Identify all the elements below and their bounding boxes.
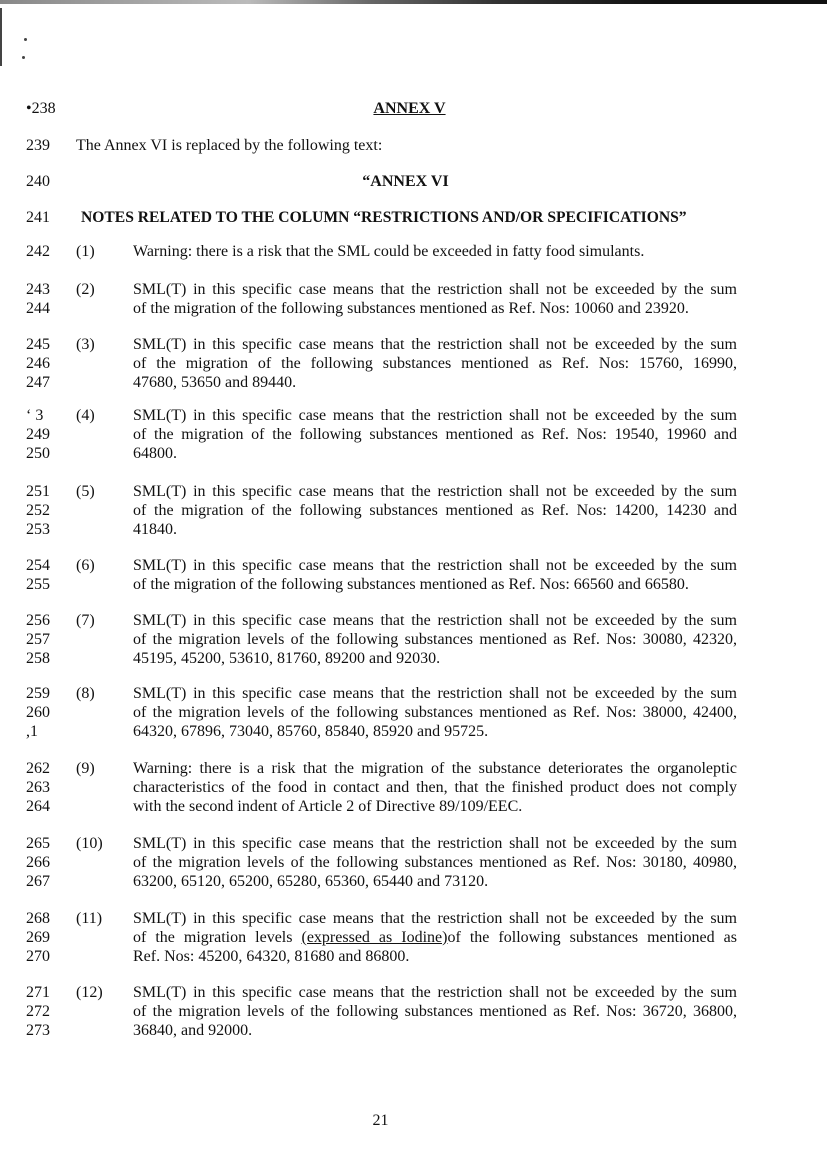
note-text [133,280,737,318]
scan-speck [22,56,25,59]
scan-speck [24,38,27,41]
line-number: 268 [26,910,50,927]
note-text [133,909,737,966]
note-label: (1) [76,243,95,260]
note-text-line: 64800. [133,445,177,462]
note-label: (2) [76,281,95,298]
note-text-line: 63200, 65120, 65200, 65280, 65360, 65440 and 73120. [133,873,489,890]
note-text-line: Warning: there is a risk that the SML could be exceeded in fatty food simulants. [133,243,645,260]
line-number: 244 [26,300,50,317]
line-number: 249 [26,426,50,443]
note-text-line: of the migration of the following substances mentioned as Ref. Nos: 19540, 19960 and [133,426,737,443]
note-text-line: of the migration levels of the following substances mentioned as Ref. Nos: 30080, 42320, [133,631,737,648]
line-number: 266 [26,854,50,871]
note-text-line: of the migration of the following substances mentioned as Ref. Nos: 66560 and 66580. [133,576,689,593]
note-label: (7) [76,612,95,629]
intro-text: The Annex VI is replaced by the following text: [76,137,383,154]
line-number: 254 [26,557,50,574]
note-text [133,556,737,594]
page-number: 21 [372,1112,389,1129]
line-number: 242 [26,243,50,260]
note-text-line: 47680, 53650 and 89440. [133,374,297,391]
line-number: 273 [26,1022,50,1039]
line-number: 257 [26,631,50,648]
note-text-line: of the migration levels of the following substances mentioned as Ref. Nos: 36720, 36800, [133,1003,737,1020]
line-number: ,1 [26,723,38,740]
note-text-line: of the migration levels (expressed as Iodine)of the following substances mentioned as [133,929,738,946]
note-text-line: of the migration levels of the following substances mentioned as Ref. Nos: 38000, 42400, [133,704,737,721]
line-number: 267 [26,873,50,890]
annex-vi-title: “ANNEX VI [362,173,449,190]
line-number: ‘ 3 [26,407,44,424]
note-text-line: Warning: there is a risk that the migration of the substance deteriorates the organoleptic [133,760,737,777]
line-number: 269 [26,929,50,946]
underlined-phrase: (expressed as Iodine) [301,929,448,946]
line-number: 270 [26,948,50,965]
line-number: 239 [26,137,50,154]
line-number: •238 [26,100,56,117]
line-number: 271 [26,984,50,1001]
line-number: 262 [26,760,50,777]
note-text-line: SML(T) in this specific case means that the restriction shall not be exceeded by the sum [133,407,737,424]
note-text [133,983,737,1040]
line-number: 265 [26,835,50,852]
note-text-line: characteristics of the food in contact and then, that the finished product does not comply [133,779,737,796]
note-text-line: SML(T) in this specific case means that the restriction shall not be exceeded by the sum [133,336,737,353]
note-label: (12) [76,984,103,1001]
note-text-line: of the migration of the following substances mentioned as Ref. Nos: 15760, 16990, [133,355,737,372]
note-label: (9) [76,760,95,777]
note-text-line: SML(T) in this specific case means that the restriction shall not be exceeded by the sum [133,835,737,852]
line-number: 263 [26,779,50,796]
line-number: 256 [26,612,50,629]
note-text-line: SML(T) in this specific case means that the restriction shall not be exceeded by the sum [133,557,737,574]
line-number: 258 [26,650,50,667]
note-label: (5) [76,483,95,500]
note-text-line: 64320, 67896, 73040, 85760, 85840, 85920 and 95725. [133,723,489,740]
line-number: 250 [26,445,50,462]
line-number: 251 [26,483,50,500]
scan-left-edge [0,8,2,66]
line-number: 272 [26,1003,50,1020]
line-number: 246 [26,355,50,372]
line-number: 252 [26,502,50,519]
note-text [133,482,737,539]
note-label: (3) [76,336,95,353]
note-text-line: Ref. Nos: 45200, 64320, 81680 and 86800. [133,948,410,965]
line-number: 259 [26,685,50,702]
note-text-line: of the migration of the following substances mentioned as Ref. Nos: 10060 and 23920. [133,300,689,317]
line-number: 255 [26,576,50,593]
note-text-line: SML(T) in this specific case means that the restriction shall not be exceeded by the sum [133,612,737,629]
note-text-line: SML(T) in this specific case means that the restriction shall not be exceeded by the sum [133,281,737,298]
note-text-line: 45195, 45200, 53610, 81760, 89200 and 92030. [133,650,441,667]
note-text-line: of the migration levels of the following substances mentioned as Ref. Nos: 30180, 40980, [133,854,737,871]
note-text [133,335,737,392]
note-label: (4) [76,407,95,424]
note-text-line: with the second indent of Article 2 of Directive 89/109/EEC. [133,798,523,815]
note-text [133,684,737,741]
note-text [133,611,737,668]
scan-top-edge [0,0,827,4]
line-number: 260 [26,704,50,721]
note-label: (11) [76,910,103,927]
note-text-line: SML(T) in this specific case means that the restriction shall not be exceeded by the sum [133,910,737,927]
note-text [133,406,737,463]
note-text [133,834,737,891]
note-label: (6) [76,557,95,574]
line-number: 264 [26,798,50,815]
line-number: 241 [26,209,50,226]
line-number: 240 [26,173,50,190]
note-label: (8) [76,685,95,702]
note-text-line: 41840. [133,521,177,538]
note-text-line: SML(T) in this specific case means that the restriction shall not be exceeded by the sum [133,685,737,702]
line-number: 253 [26,521,50,538]
note-text-line: SML(T) in this specific case means that the restriction shall not be exceeded by the sum [133,984,737,1001]
line-number: 243 [26,281,50,298]
line-number: 247 [26,374,50,391]
note-text-line: 36840, and 92000. [133,1022,253,1039]
note-label: (10) [76,835,103,852]
note-text-line: of the migration of the following substances mentioned as Ref. Nos: 14200, 14230 and [133,502,737,519]
note-text [133,759,737,816]
line-number: 245 [26,336,50,353]
note-text-line: SML(T) in this specific case means that the restriction shall not be exceeded by the sum [133,483,737,500]
annex-v-title: ANNEX V [373,100,446,117]
notes-heading: NOTES RELATED TO THE COLUMN “RESTRICTIONS AND/OR SPECIFICATIONS” [81,209,687,226]
note-text [133,242,737,261]
